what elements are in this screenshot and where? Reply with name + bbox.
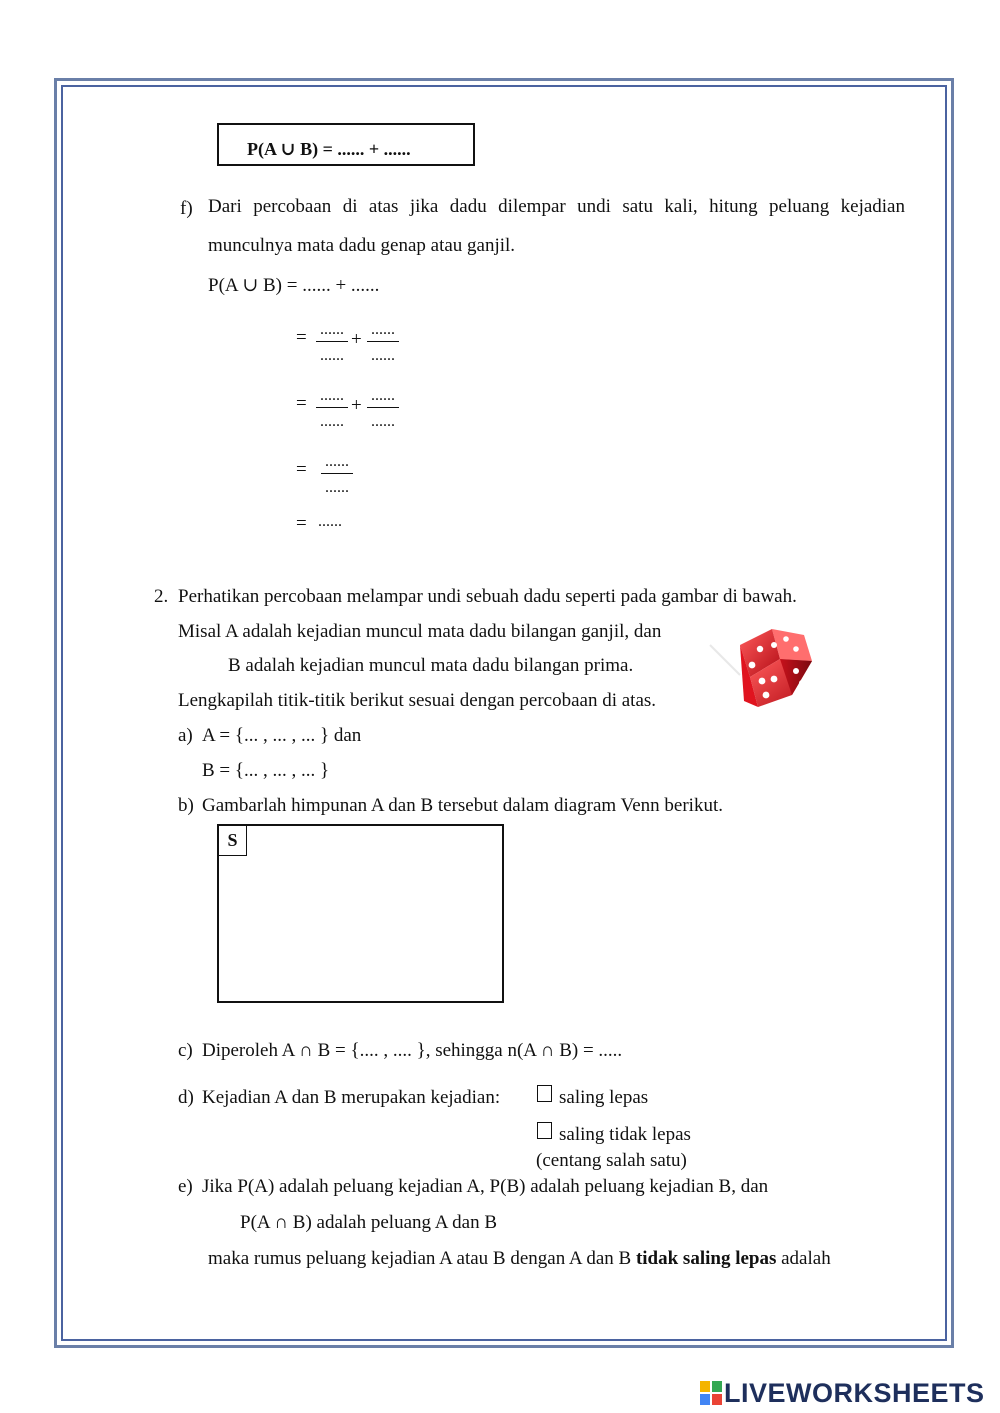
q2b-text: Gambarlah himpunan A dan B tersebut dalam diagram Venn berikut.: [202, 795, 723, 816]
step4-answer[interactable]: ......: [318, 513, 342, 530]
q2-line-b: B adalah kejadian muncul mata dadu bilangan prima.: [228, 655, 634, 676]
liveworksheets-brand-text: LIVEWORKSHEETS: [724, 1378, 985, 1408]
step1-eq: =: [296, 327, 307, 348]
step2-frac2-den[interactable]: ......: [371, 413, 395, 430]
q2e-line3-post: adalah: [776, 1248, 831, 1269]
q2a-set-a[interactable]: A = {... , ... , ... } dan: [202, 725, 362, 746]
part-f-line1: Dari percobaan di atas jika dadu dilempar undi satu kali, hitung peluang kejadian: [208, 196, 905, 217]
step2-plus: +: [351, 395, 362, 416]
step1-frac2-num[interactable]: ......: [367, 322, 399, 342]
q2a-marker: a): [178, 725, 193, 746]
checkbox-saling-tidak-lepas[interactable]: [537, 1122, 552, 1139]
step1-frac2[interactable]: [367, 322, 399, 364]
q2-line-a: Misal A adalah kejadian muncul mata dadu bilangan ganjil, dan: [178, 621, 662, 642]
q2e-line1: Jika P(A) adalah peluang kejadian A, P(B) adalah peluang kejadian B, dan: [202, 1176, 769, 1197]
step1-frac1-num[interactable]: ......: [316, 322, 348, 342]
q2e-line3-bold: tidak saling lepas: [635, 1248, 777, 1269]
q2e-marker: e): [178, 1176, 193, 1197]
liveworksheets-mark-icon: [700, 1381, 722, 1405]
q2-intro: Perhatikan percobaan melampar undi sebuah dadu seperti pada gambar di bawah.: [178, 586, 797, 607]
part-f-marker: f): [180, 198, 193, 219]
liveworksheets-logo: [700, 1378, 985, 1409]
step2-frac2-num[interactable]: ......: [367, 388, 399, 408]
q2b-marker: b): [178, 795, 194, 816]
step3-frac-num[interactable]: ......: [321, 454, 353, 474]
step2-frac1-den[interactable]: ......: [320, 413, 344, 430]
checkbox-saling-lepas[interactable]: [537, 1085, 552, 1102]
q2e-line3-pre: maka rumus peluang kejadian A atau B dengan A dan B: [208, 1248, 636, 1269]
step3-frac-den[interactable]: ......: [325, 479, 349, 496]
venn-diagram[interactable]: [217, 824, 504, 1003]
q2e-line2: P(A ∩ B) adalah peluang A dan B: [240, 1212, 497, 1233]
part-f-formula: P(A ∪ B) = ...... + ......: [208, 275, 380, 296]
q2a-set-b[interactable]: B = {... , ... , ... }: [202, 760, 330, 781]
formula-box: [217, 123, 475, 166]
step4-eq: =: [296, 513, 307, 534]
formula-box-text: P(A ∪ B) = ...... + ......: [247, 139, 411, 159]
q2d-marker: d): [178, 1087, 194, 1108]
step1-plus: +: [351, 329, 362, 350]
q2-instruction: Lengkapilah titik-titik berikut sesuai dengan percobaan di atas.: [178, 690, 657, 711]
dice-icon: [700, 615, 830, 715]
q2-number: 2.: [154, 586, 169, 607]
step2-frac1-num[interactable]: ......: [316, 388, 348, 408]
step2-eq: =: [296, 393, 307, 414]
step3-frac[interactable]: [321, 454, 353, 496]
option-saling-lepas: saling lepas: [559, 1087, 649, 1108]
part-f-line2: munculnya mata dadu genap atau ganjil.: [208, 235, 516, 256]
step3-eq: =: [296, 459, 307, 480]
step2-frac2[interactable]: [367, 388, 399, 430]
step2-frac1[interactable]: [316, 388, 348, 430]
step1-frac2-den[interactable]: ......: [371, 347, 395, 364]
q2c-marker: c): [178, 1040, 193, 1061]
venn-universe-label: S: [219, 826, 247, 856]
q2d-note: (centang salah satu): [536, 1150, 687, 1171]
step1-frac1-den[interactable]: ......: [320, 347, 344, 364]
step1-frac1[interactable]: [316, 322, 348, 364]
q2d-text: Kejadian A dan B merupakan kejadian:: [202, 1087, 501, 1108]
option-saling-tidak-lepas: saling tidak lepas: [559, 1124, 691, 1145]
q2c-text[interactable]: Diperoleh A ∩ B = {.... , .... }, sehingga n(A ∩ B) = .....: [202, 1040, 623, 1061]
q2e-line3: [208, 1249, 831, 1268]
